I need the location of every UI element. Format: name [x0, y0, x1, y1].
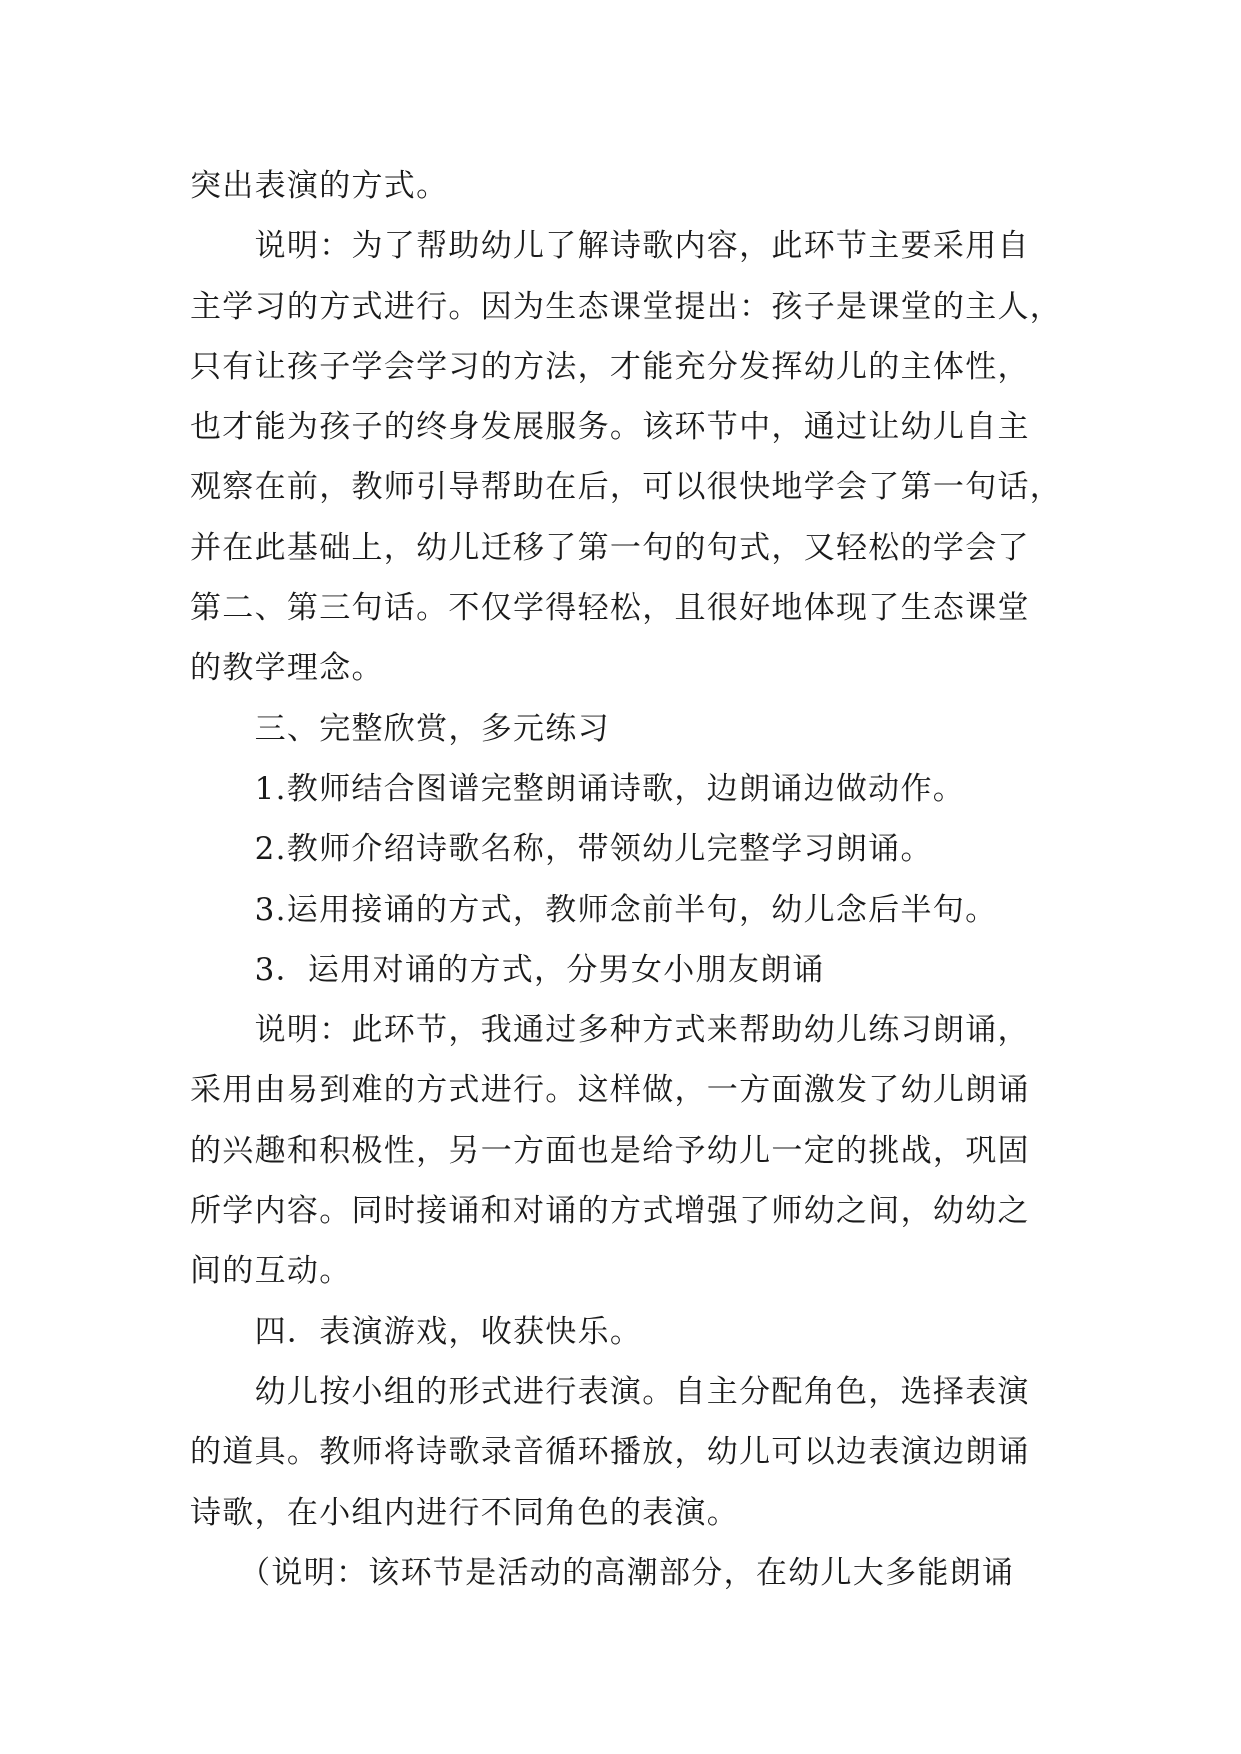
list-item: 2.教师介绍诗歌名称，带领幼儿完整学习朗诵。: [190, 831, 933, 868]
section-heading: 三、完整欣赏，多元练习: [190, 710, 610, 747]
text-line: 的道具。教师将诗歌录音循环播放，幼儿可以边表演边朗诵: [190, 1434, 1030, 1471]
text-line: 第二、第三句话。不仅学得轻松，且很好地体现了生态课堂: [190, 590, 1030, 627]
text-line: 突出表演的方式。: [190, 168, 449, 204]
text-line: 的教学理念。: [190, 650, 384, 687]
text-line: 也才能为孩子的终身发展服务。该环节中，通过让幼儿自主: [190, 409, 1030, 446]
body-text: [190, 156, 1070, 1603]
text-line: 幼儿按小组的形式进行表演。自主分配角色，选择表演: [190, 1373, 1030, 1410]
text-line: 主学习的方式进行。因为生态课堂提出：孩子是课堂的主人，: [190, 288, 1063, 325]
text-line: 说明：此环节，我通过多种方式来帮助幼儿练习朗诵，: [190, 1012, 1030, 1049]
text-line: 的兴趣和积极性，另一方面也是给予幼儿一定的挑战，巩固: [190, 1132, 1030, 1169]
text-line: 所学内容。同时接诵和对诵的方式增强了师幼之间，幼幼之: [190, 1193, 1030, 1230]
text-line: 说明：为了帮助幼儿了解诗歌内容，此环节主要采用自: [190, 228, 1030, 265]
text-line: 并在此基础上，幼儿迁移了第一句的句式，又轻松的学会了: [190, 529, 1030, 566]
text-line: 只有让孩子学会学习的方法，才能充分发挥幼儿的主体性，: [190, 348, 1030, 385]
text-line: 采用由易到难的方式进行。这样做，一方面激发了幼儿朗诵: [190, 1072, 1030, 1109]
text-line: （说明：该环节是活动的高潮部分，在幼儿大多能朗诵: [190, 1554, 1015, 1591]
list-item: 1.教师结合图谱完整朗诵诗歌，边朗诵边做动作。: [190, 770, 966, 807]
text-line: 观察在前，教师引导帮助在后，可以很快地学会了第一句话，: [190, 469, 1063, 506]
list-item: 3.运用接诵的方式，教师念前半句，幼儿念后半句。: [190, 891, 998, 928]
list-item: 3．运用对诵的方式，分男女小朋友朗诵: [190, 951, 825, 988]
text-line: 诗歌，在小组内进行不同角色的表演。: [190, 1494, 740, 1531]
text-line: 间的互动。: [190, 1253, 352, 1290]
section-heading: 四．表演游戏，收获快乐。: [190, 1313, 643, 1350]
